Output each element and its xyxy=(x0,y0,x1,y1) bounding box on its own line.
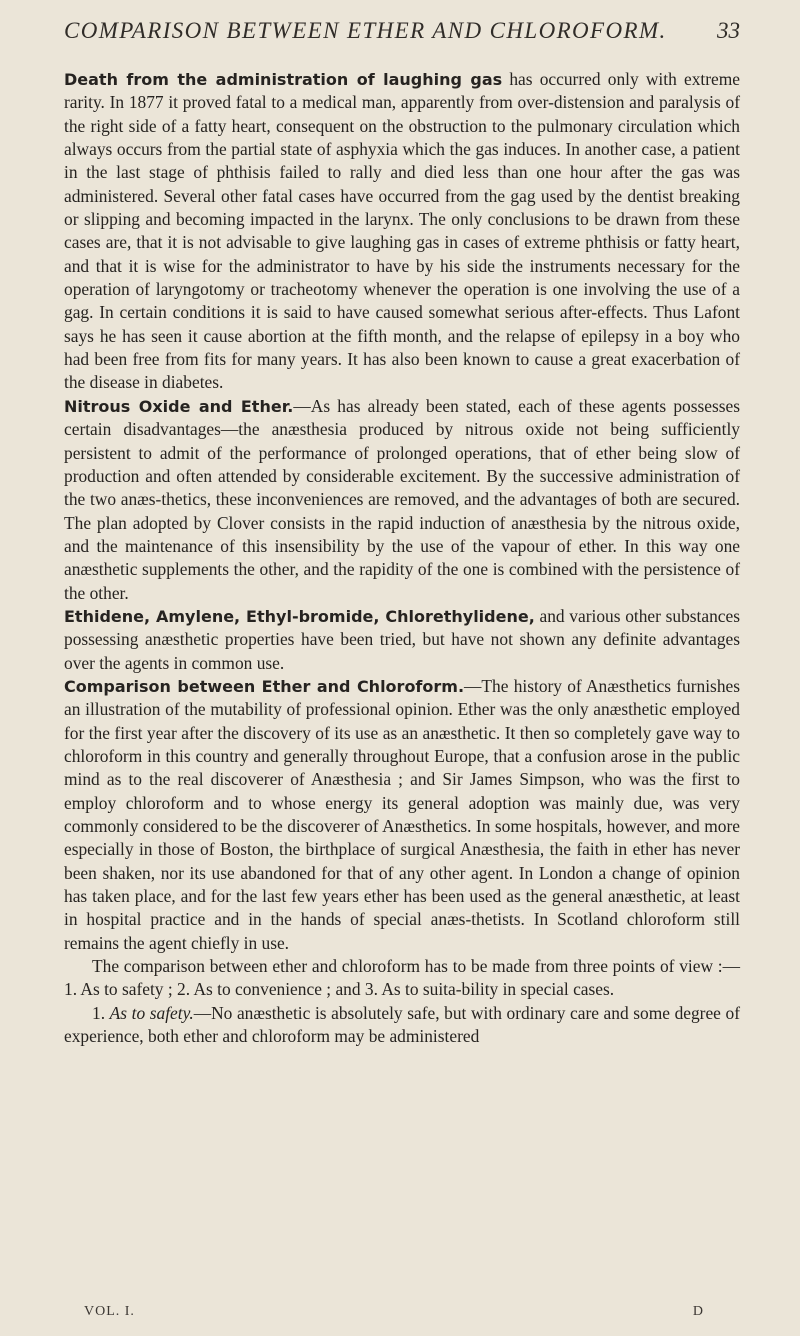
paragraph-text: The comparison between ether and chloroform has to be made from three points of view :—1. As to safety ; 2. As to convenience ; and 3. As to suita-bility in special cases. xyxy=(64,956,740,1000)
paragraph-text: —The history of Anæsthetics furnishes an illustration of the mutability of professional opinion. Ether was the only anæsthetic employed for the first year after the discovery of its use as an anæsthetic. It then so completely gave way to chloroform in this country and generally throughout Europe, that a confusion arose in the public mind as to the real discoverer of Anæsthesia ; and Sir James Simpson, who was the first to employ chloroform and to whose energy its general adoption was mainly due, was very commonly considered to be the discoverer of Anæsthetics. In some hospitals, however, and more especially in those of Boston, the birthplace of surgical Anæsthesia, the faith in ether has never been shaken, nor its use abandoned for that of any other agent. In London a change of opinion has taken place, and for the last few years ether has been used as the general anæsthetic, at least in hospital practice and in the hands of special anæs-thetists. In Scotland chloroform still remains the agent chiefly in use. xyxy=(64,675,740,953)
run-in-heading: Death from the administration of laughing gas xyxy=(64,70,503,89)
paragraph-text: —As has already been stated, each of these agents possesses certain disadvantages—the anæsthesia produced by nitrous oxide not being sufficiently persistent to admit of the performance of prolonged operations, that of ether being slow of production and often attended by considerable excitement. By the successive administration of the two anæs-thetics, these inconveniences are removed, and the advantages of both are secured. The plan adopted by Clover consists in the rapid induction of anæsthesia by the nitrous oxide, and the maintenance of this insensibility by the use of the vapour of ether. In this way one anæsthetic supplements the other, and the rapidity of the one is combined with the persistence of the other. xyxy=(64,395,740,603)
paragraph-text: has occurred only with extreme rarity. In 1877 it proved fatal to a medical man, apparently from over-distension and paralysis of the right side of a fatty heart, consequent on the obstruction to the pulmonary circulation which always occurs from the partial state of asphyxia which the gas induces. In another case, a patient in the last stage of phthisis failed to rally and died less than one hour after the gas was administered. Several other fatal cases have occurred from the gag used by the dentist breaking or slipping and becoming impacted in the larynx. The only conclusions to be drawn from these cases are, that it is not advisable to give laughing gas in cases of extreme phthisis or fatty heart, and that it is wise for the administrator to have by his side the instruments necessary for the operation of laryngotomy or tracheotomy whenever the operation is one involving the use of a gag. In certain conditions it is said to have caused somewhat serious after-effects. Thus Lafont says he has seen it cause abortion at the fifth month, and the relapse of epilepsy in a boy who had been free from fits for many years. It has also been known to cause a great exacerbation of the disease in diabetes. xyxy=(64,69,740,393)
paragraph-laughing-gas-deaths xyxy=(64,68,740,395)
paragraph-as-to-safety xyxy=(64,1002,740,1049)
run-in-heading: Ethidene, Amylene, Ethyl-bromide, Chlorethylidene, xyxy=(64,606,535,626)
italic-subheading: As to safety. xyxy=(109,1002,194,1023)
volume-label: VOL. I. xyxy=(84,1304,135,1319)
body-text xyxy=(64,68,740,1048)
paragraph-nitrous-oxide-ether xyxy=(64,395,740,605)
run-in-heading: Nitrous Oxide and Ether. xyxy=(64,396,294,416)
running-title: COMPARISON BETWEEN ETHER AND CHLOROFORM. xyxy=(64,18,667,43)
paragraph-text: and various other substances possessing anæsthetic properties have been tried, but have not shown any definite advantages over the agents in common use. xyxy=(64,605,740,673)
run-in-heading: Comparison between Ether and Chloroform. xyxy=(64,676,465,696)
paragraph-ether-chloroform-comparison xyxy=(64,675,740,955)
running-head xyxy=(64,18,740,48)
paragraph-other-substances xyxy=(64,605,740,675)
paragraph-text: —No anæsthetic is absolutely safe, but with ordinary care and some degree of experience, both ether and chloroform may be administered xyxy=(64,1002,740,1047)
list-number: 1. xyxy=(92,1002,110,1023)
page-footer xyxy=(84,1304,704,1326)
page-number: 33 xyxy=(717,18,740,43)
paragraph-points-of-view xyxy=(64,955,740,1002)
signature-mark: D xyxy=(692,1304,704,1319)
